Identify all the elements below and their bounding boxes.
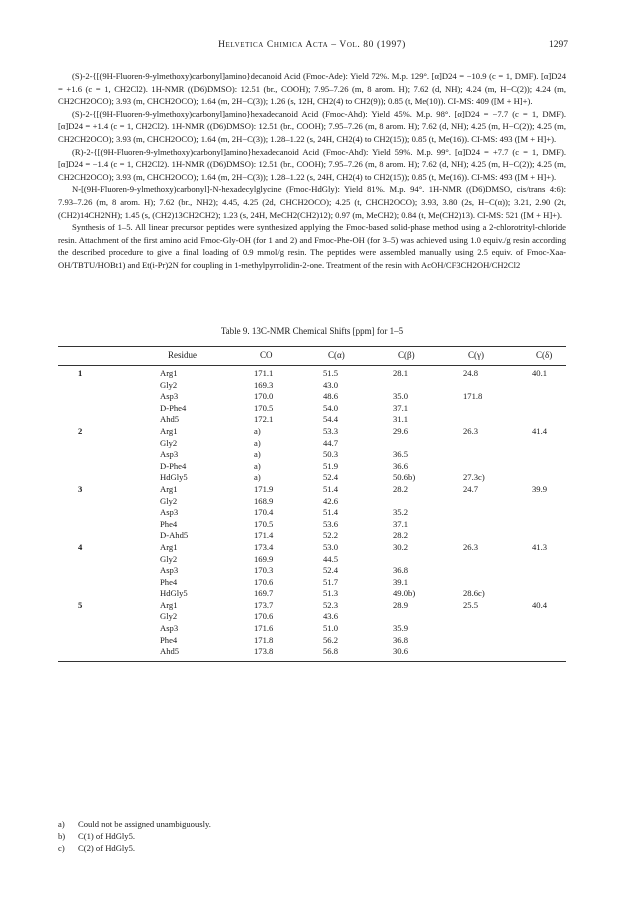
residue-cell: Asp3 [160, 391, 179, 402]
co-cell: a) [254, 449, 261, 460]
c-beta-cell: 28.2 [393, 530, 409, 541]
header-c-gamma: C(γ) [468, 350, 484, 360]
table-body [58, 366, 566, 658]
c-alpha-cell: 53.3 [323, 425, 339, 436]
table-row [58, 565, 566, 577]
table-row [58, 449, 566, 461]
table-row [58, 554, 566, 566]
residue-cell: Arg1 [160, 425, 178, 436]
c-delta-cell: 40.1 [532, 368, 548, 378]
table-row [58, 635, 566, 647]
footnote-text: C(1) of HdGly5. [78, 831, 136, 841]
c-beta-cell: 36.8 [393, 634, 409, 645]
table-row [58, 438, 566, 450]
residue-cell: Ahd5 [160, 414, 180, 425]
running-head [0, 40, 624, 54]
co-cell: 169.9 [254, 553, 274, 564]
table-row [58, 530, 566, 542]
residue-cell: Arg1 [160, 541, 178, 552]
c-alpha-cell: 43.0 [323, 379, 339, 390]
residue-cell: Gly2 [160, 379, 178, 390]
header-residue: Residue [168, 350, 197, 360]
co-cell: 172.1 [254, 414, 274, 425]
table-row [58, 461, 566, 473]
table-group-number: 4 [78, 541, 83, 552]
table-group-number: 2 [78, 425, 83, 436]
c-alpha-cell: 51.0 [323, 623, 339, 634]
residue-cell: HdGly5 [160, 588, 188, 599]
co-cell: a) [254, 425, 261, 436]
c-beta-cell: 50.6b) [393, 472, 416, 483]
co-cell: 170.6 [254, 611, 274, 622]
table-group-number: 3 [78, 483, 83, 494]
footnote-text: Could not be assigned unambiguously. [78, 819, 211, 829]
footnote [58, 818, 566, 830]
residue-cell: Arg1 [160, 368, 178, 378]
c-delta-cell: 40.4 [532, 599, 548, 610]
c-alpha-cell: 54.0 [323, 402, 339, 413]
c-alpha-cell: 56.2 [323, 634, 339, 645]
residue-cell: Phe4 [160, 576, 178, 587]
c-alpha-cell: 50.3 [323, 449, 339, 460]
co-cell: 171.1 [254, 368, 274, 378]
residue-cell: Asp3 [160, 449, 179, 460]
c-alpha-cell: 53.6 [323, 518, 339, 529]
paragraph-synthesis: Synthesis of 1–5. All linear precursor peptides were synthesized applying the Fmoc-based solid-phase method using a 2-chlorotrityl-chloride resin. Attachment of the first amino acid Fmoc-Gly-OH (for 1 and 2) and Fmoc-Phe-OH (for 3–5) was achieved using 1.0 equiv./g resin according the described procedure to give a final loading of 0.9 mmol/g resin. The peptides were assembled manually using 2.5 equiv. of Fmoc-Xaa-OH/TBTU/HOBt1) and Et(i-Pr)2N for coupling in 1-methylpyrrolidin-2-one. Treatment of the resin with AcOH/CF3CH2OH/CH2Cl2 [58, 222, 566, 270]
c-beta-cell: 39.1 [393, 576, 409, 587]
residue-cell: D-Ahd5 [160, 530, 189, 541]
table-row [58, 646, 566, 658]
table-header [58, 347, 566, 365]
table-row [58, 507, 566, 519]
c-alpha-cell: 42.6 [323, 495, 339, 506]
c-beta-cell: 31.1 [393, 414, 409, 425]
c-beta-cell: 35.0 [393, 391, 409, 402]
table-row [58, 600, 566, 612]
running-title: Helvetica Chimica Acta – Vol. 80 (1997) [218, 40, 406, 50]
co-cell: a) [254, 472, 261, 483]
residue-cell: Arg1 [160, 599, 178, 610]
nmr-table [58, 346, 566, 662]
c-beta-cell: 37.1 [393, 518, 409, 529]
body-text [58, 70, 566, 272]
c-beta-cell: 37.1 [393, 402, 409, 413]
c-gamma-cell: 24.7 [463, 483, 479, 494]
co-cell: 170.3 [254, 565, 274, 576]
c-gamma-cell: 171.8 [463, 391, 483, 402]
c-beta-cell: 30.2 [393, 541, 409, 552]
c-alpha-cell: 52.2 [323, 530, 339, 541]
table-row [58, 426, 566, 438]
table-row [58, 542, 566, 554]
c-gamma-cell: 26.3 [463, 541, 479, 552]
c-alpha-cell: 51.5 [323, 368, 339, 378]
table-row [58, 484, 566, 496]
table-row [58, 496, 566, 508]
co-cell: 170.5 [254, 402, 274, 413]
residue-cell: Asp3 [160, 565, 179, 576]
c-gamma-cell: 27.3c) [463, 472, 485, 483]
c-gamma-cell: 26.3 [463, 425, 479, 436]
c-beta-cell: 28.9 [393, 599, 409, 610]
co-cell: 173.8 [254, 646, 274, 657]
table-bottom-rule [58, 661, 566, 662]
co-cell: 169.7 [254, 588, 274, 599]
c-beta-cell: 35.2 [393, 507, 409, 518]
residue-cell: Gly2 [160, 495, 178, 506]
c-beta-cell: 36.6 [393, 460, 409, 471]
table-group-number: 1 [78, 368, 83, 378]
co-cell: 169.3 [254, 379, 274, 390]
c-beta-cell: 36.5 [393, 449, 409, 460]
c-alpha-cell: 51.7 [323, 576, 339, 587]
c-alpha-cell: 56.8 [323, 646, 339, 657]
header-co: CO [260, 350, 273, 360]
footnote [58, 842, 566, 854]
footnote [58, 830, 566, 842]
page-number: 1297 [549, 40, 568, 50]
c-beta-cell: 36.8 [393, 565, 409, 576]
table-row [58, 472, 566, 484]
co-cell: 170.0 [254, 391, 274, 402]
co-cell: 168.9 [254, 495, 274, 506]
paragraph-fmoc-s-ahd: (S)-2-{[(9H-Fluoren-9-ylmethoxy)carbonyl]amino}hexadecanoid Acid (Fmoc-Ahd): Yield 45%. M.p. 98°. [α]D24 = −7.7 (c = 1, DMF). [α]D24 = +1.4 (c = 1, CH2Cl2). 1H-NMR ((D6)DMSO): 12.51 (br., COOH); 7.95–7.26 (m, 8 arom. H); 7.62 (d, NH); 4.25 (m, H−C(2)); 4.25 (m, CH2CH2OCO); 3.93 (m, CHCH2OCO); 1.64 (m, 2H−C(3)); 1.28–1.22 (s, 24H, CH2(4) to CH2(15)); 0.85 (t, Me(16)). CI-MS: 493 ([M + H]+). [58, 108, 566, 144]
paragraph-fmoc-hdgly: N-[(9H-Fluoren-9-ylmethoxy)carbonyl]-N-hexadecylglycine (Fmoc-HdGly): Yield 81%. M.p. 94°. 1H-NMR ((D6)DMSO, cis/trans 4:6): 7.93–7.26 (m, 8 arom. H); 7.62 (br., NH2); 4.45, 4.25 (2d, CHCH2OCO); 4.25 (t, CHCH2OCO); 3.93, 3.80 (2s, H−C(α)); 3.21, 2.90 (2t, (CH2)14CH2NH); 1.45 (s, (CH2)13CH2CH2); 1.23 (s, 24H, MeCH2(CH2)12); 0.97 (m, MeCH2); 0.84 (t, Me(CH2)13). CI-MS: 521 ([M + H]+). [58, 184, 566, 220]
residue-cell: D-Phe4 [160, 402, 187, 413]
header-c-delta: C(δ) [536, 350, 553, 360]
footnote-mark: b) [58, 831, 66, 841]
c-alpha-cell: 44.7 [323, 437, 339, 448]
residue-cell: Gly2 [160, 611, 178, 622]
residue-cell: Gly2 [160, 437, 178, 448]
c-alpha-cell: 51.3 [323, 588, 339, 599]
co-cell: 170.6 [254, 576, 274, 587]
co-cell: 171.9 [254, 483, 274, 494]
c-beta-cell: 30.6 [393, 646, 409, 657]
c-alpha-cell: 52.3 [323, 599, 339, 610]
paragraph-fmoc-ade: (S)-2-{[(9H-Fluoren-9-ylmethoxy)carbonyl]amino}decanoid Acid (Fmoc-Ade): Yield 72%. M.p. 129°. [α]D24 = −10.9 (c = 1, DMF). [α]D24 = +1.6 (c = 1, CH2Cl2). 1H-NMR ((D6)DMSO): 12.51 (br., COOH); 7.95–7.26 (m, 8 arom. H); 7.62 (d, NH); 4.24 (m, H−C(2)); 4.24 (m, CH2CH2OCO); 3.93 (m, CHCH2OCO); 1.64 (m, 2H−C(3)); 1.26 (s, 12H, CH2(4) to CH2(9)); 0.85 (t, Me(10)). CI-MS: 409 ([M + H]+). [58, 71, 566, 107]
footnote-text: C(2) of HdGly5. [78, 843, 136, 853]
c-beta-cell: 28.2 [393, 483, 409, 494]
co-cell: 173.4 [254, 541, 274, 552]
co-cell: 171.8 [254, 634, 274, 645]
c-delta-cell: 39.9 [532, 483, 548, 494]
c-gamma-cell: 25.5 [463, 599, 479, 610]
paragraph-fmoc-r-ahd: (R)-2-{[(9H-Fluoren-9-ylmethoxy)carbonyl]amino}hexadecanoid Acid (Fmoc-Ahd): Yield 59%. M.p. 99°. [α]D24 = +7.7 (c = 1, DMF). [α]D24 = −1.4 (c = 1, CH2Cl2). 1H-NMR ((D6)DMSO): 12.51 (br., COOH); 7.95–7.26 (m, 8 arom. H); 7.62 (d, NH); 4.25 (m, H−C(2)); 4.25 (m, CH2CH2OCO); 3.93 (m, CHCH2OCO); 1.64 (m, 2H−C(3)); 1.28–1.22 (s, 24H, CH2(4) to CH2(15)); 0.85 (t, Me(16)). CI-MS: 493 ([M + H]+). [58, 146, 566, 182]
residue-cell: Asp3 [160, 623, 179, 634]
co-cell: 171.4 [254, 530, 274, 541]
residue-cell: Phe4 [160, 518, 178, 529]
c-beta-cell: 49.0b) [393, 588, 416, 599]
table-group-number: 5 [78, 599, 83, 610]
c-beta-cell: 35.9 [393, 623, 409, 634]
c-delta-cell: 41.3 [532, 541, 548, 552]
c-gamma-cell: 28.6c) [463, 588, 485, 599]
c-beta-cell: 28.1 [393, 368, 409, 378]
c-alpha-cell: 53.0 [323, 541, 339, 552]
c-alpha-cell: 52.4 [323, 472, 339, 483]
c-alpha-cell: 52.4 [323, 565, 339, 576]
c-alpha-cell: 51.9 [323, 460, 339, 471]
co-cell: 170.5 [254, 518, 274, 529]
table-row [58, 623, 566, 635]
c-alpha-cell: 48.6 [323, 391, 339, 402]
header-c-alpha: C(α) [328, 350, 345, 360]
table-footnotes [58, 818, 566, 854]
residue-cell: Phe4 [160, 634, 178, 645]
c-alpha-cell: 51.4 [323, 483, 339, 494]
footnote-mark: c) [58, 843, 65, 853]
c-beta-cell: 29.6 [393, 425, 409, 436]
table-row [58, 588, 566, 600]
table-row [58, 519, 566, 531]
table-row [58, 577, 566, 589]
c-delta-cell: 41.4 [532, 425, 548, 436]
co-cell: 173.7 [254, 599, 274, 610]
residue-cell: Asp3 [160, 507, 179, 518]
c-alpha-cell: 51.4 [323, 507, 339, 518]
co-cell: a) [254, 437, 261, 448]
table-row [58, 391, 566, 403]
co-cell: a) [254, 460, 261, 471]
table-row [58, 611, 566, 623]
residue-cell: Gly2 [160, 553, 178, 564]
co-cell: 170.4 [254, 507, 274, 518]
c-gamma-cell: 24.8 [463, 368, 479, 378]
table-row [58, 403, 566, 415]
c-alpha-cell: 54.4 [323, 414, 339, 425]
footnote-mark: a) [58, 819, 65, 829]
table-row [58, 380, 566, 392]
c-alpha-cell: 44.5 [323, 553, 339, 564]
residue-cell: D-Phe4 [160, 460, 187, 471]
c-alpha-cell: 43.6 [323, 611, 339, 622]
residue-cell: Arg1 [160, 483, 178, 494]
header-c-beta: C(β) [398, 350, 415, 360]
table-row [58, 368, 566, 380]
table-caption: Table 9. 13C-NMR Chemical Shifts [ppm] for 1–5 [220, 326, 404, 336]
residue-cell: HdGly5 [160, 472, 188, 483]
co-cell: 171.6 [254, 623, 274, 634]
table-row [58, 414, 566, 426]
residue-cell: Ahd5 [160, 646, 180, 657]
